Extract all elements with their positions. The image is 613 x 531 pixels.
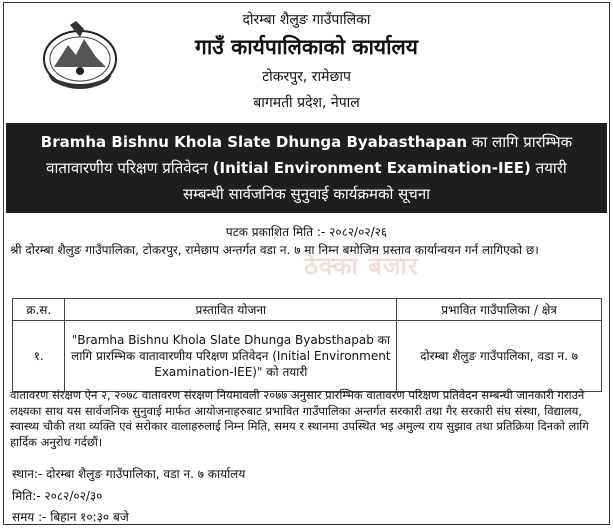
municipality-name: दोरम्बा शैलुङ गाउँपालिका <box>242 12 371 28</box>
table-header-row <box>13 299 602 321</box>
notice-body: वातावरण संरक्षण ऐन २, २०७८ वातावरण संरक्षण नियमावली २०७७ अनुसार प्रारम्भिक वातावरण परिक्षण प्रतिवेदन सम्बन्धी जानकारी गराउने लक्ष्यका साथ यस सार्वजनिक सुनुवाई मार्फत आयोजनाहरुबाट प्रभावित गाउँपालिका अन्तर्गत सरकारी तथा गैर सरकारी संघ संस्था, विद्यालय, स्वास्थ्य चौकी तथा व्यक्ति एवं सरोकार वालाहरुलाई निम्न मिति, समय र स्थानमा उपस्थित भइ अमुल्य राय सुझाव तथा प्रतिक्रिया दिनको लागि हार्दिक अनुरोध गर्दछौं। <box>10 388 589 449</box>
cell-sn: १. <box>13 321 65 392</box>
intro-text: श्री दोरम्बा शैलुङ गाउँपालिका, टोकरपुर, रामेछाप अन्तर्गत वडा न. ७ मा निम्न बमोजिम प्रस्ताव कार्यान्वयन गर्न लागिएको छ। <box>10 243 539 257</box>
office-province: बागमती प्रदेश, नेपाल <box>253 95 360 111</box>
cell-area: दोरम्बा शैलुङ गाउँपालिका, वडा न. ७ <box>397 321 602 392</box>
iee-label: (Initial Environment Examination-IEE) <box>212 159 531 177</box>
office-title: गाउँ कार्यपालिकाको कार्यालय <box>195 35 418 59</box>
banner-line-3: सम्बन्धी सार्वजनिक सुनुवाई कार्यक्रमको सूचना <box>182 185 431 203</box>
col-header-area: प्रभावित गाउँपालिका / क्षेत्र <box>397 299 602 321</box>
notice-title-banner <box>6 123 607 213</box>
watermark: ठेक्का बजार <box>304 252 419 280</box>
project-table <box>12 298 602 392</box>
office-address: टोकरपुर, रामेछाप <box>262 69 351 85</box>
cell-plan: "Bramha Bishnu Khola Slate Dhunga Byabsthapab का लागि प्रारम्भिक वातावारणीय परिक्षण प्रतिवेदन (Initial Environment Examination-IEE)" को तयारी <box>65 321 397 392</box>
banner-line-2-start: वातावारणीय परिक्षण प्रतिवेदन <box>46 159 213 177</box>
table-row <box>13 321 602 392</box>
col-header-sn: क्र.स. <box>13 299 65 321</box>
event-time: समय :- बिहान १०:३० बजे <box>12 510 129 524</box>
banner-line-1 <box>6 129 607 155</box>
venue: स्थान:- दोरम्बा शैलुङ गाउँपालिका, वडा न. ७ कार्यालय <box>12 467 246 481</box>
public-notice <box>3 2 610 525</box>
event-date: मिति:- २०८२/०२/३० <box>12 489 103 503</box>
banner-line-2 <box>6 155 607 181</box>
published-date: पटक प्रकाशित मिति :- २०८२/०२/२६ <box>225 225 388 239</box>
notice-header <box>4 3 609 121</box>
col-header-plan: प्रस्तावित योजना <box>65 299 397 321</box>
project-name: Bramha Bishnu Khola Slate Dhunga Byabasthapan <box>40 133 468 151</box>
banner-line-1-rest: का लागि प्रारम्भिक <box>467 133 573 151</box>
banner-line-2-rest: तयारी <box>530 159 567 177</box>
